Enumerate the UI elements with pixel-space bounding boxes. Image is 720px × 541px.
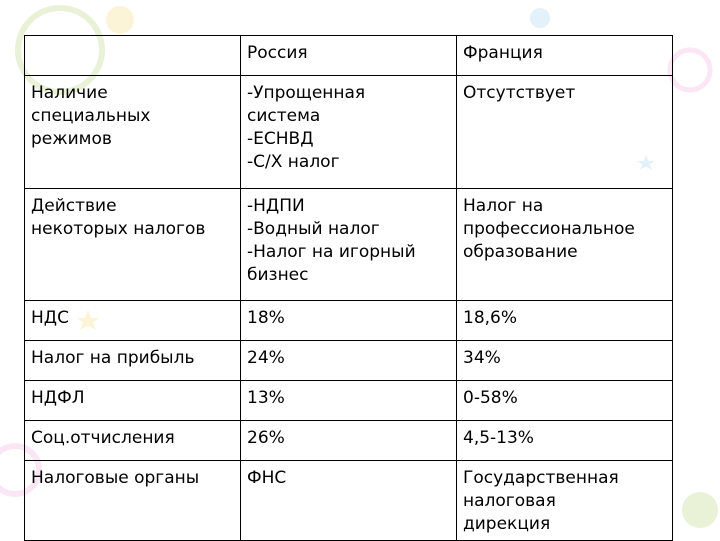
table-row [25, 421, 673, 461]
tax-comparison-table [24, 35, 673, 541]
row-label-cell: Наличие специальных режимов [25, 76, 241, 189]
header-cell-russia: Россия [241, 36, 457, 76]
russia-value-cell: 13% [241, 381, 457, 421]
header-cell-empty [25, 36, 241, 76]
table-row [25, 341, 673, 381]
row-label-cell: Налоговые органы [25, 461, 241, 541]
france-value-cell: 0-58% [457, 381, 673, 421]
dot-decoration [682, 492, 718, 528]
france-value-cell: 34% [457, 341, 673, 381]
header-cell-france: Франция [457, 36, 673, 76]
russia-value-cell: 18% [241, 301, 457, 341]
row-label-cell: Соц.отчисления [25, 421, 241, 461]
russia-value-cell: -Упрощенная система -ЕСНВД -С/Х налог [241, 76, 457, 189]
swirl-decoration [670, 50, 710, 90]
france-value-cell: Налог на профессиональное образование [457, 189, 673, 301]
russia-value-cell: 24% [241, 341, 457, 381]
dot-decoration [106, 6, 134, 34]
russia-value-cell: -НДПИ -Водный налог -Налог на игорный бизнес [241, 189, 457, 301]
table-row [25, 189, 673, 301]
france-value-cell: 18,6% [457, 301, 673, 341]
table-row [25, 301, 673, 341]
france-value-cell: 4,5-13% [457, 421, 673, 461]
table-row [25, 461, 673, 541]
russia-value-cell: ФНС [241, 461, 457, 541]
table-row [25, 76, 673, 189]
row-label-cell: Действие некоторых налогов [25, 189, 241, 301]
france-value-cell: Государственная налоговая дирекция [457, 461, 673, 541]
table-row [25, 381, 673, 421]
row-label-cell: НДС [25, 301, 241, 341]
france-value-cell: Отсутствует [457, 76, 673, 189]
russia-value-cell: 26% [241, 421, 457, 461]
row-label-cell: НДФЛ [25, 381, 241, 421]
row-label-cell: Налог на прибыль [25, 341, 241, 381]
table-header-row [25, 36, 673, 76]
dot-decoration [530, 8, 550, 28]
